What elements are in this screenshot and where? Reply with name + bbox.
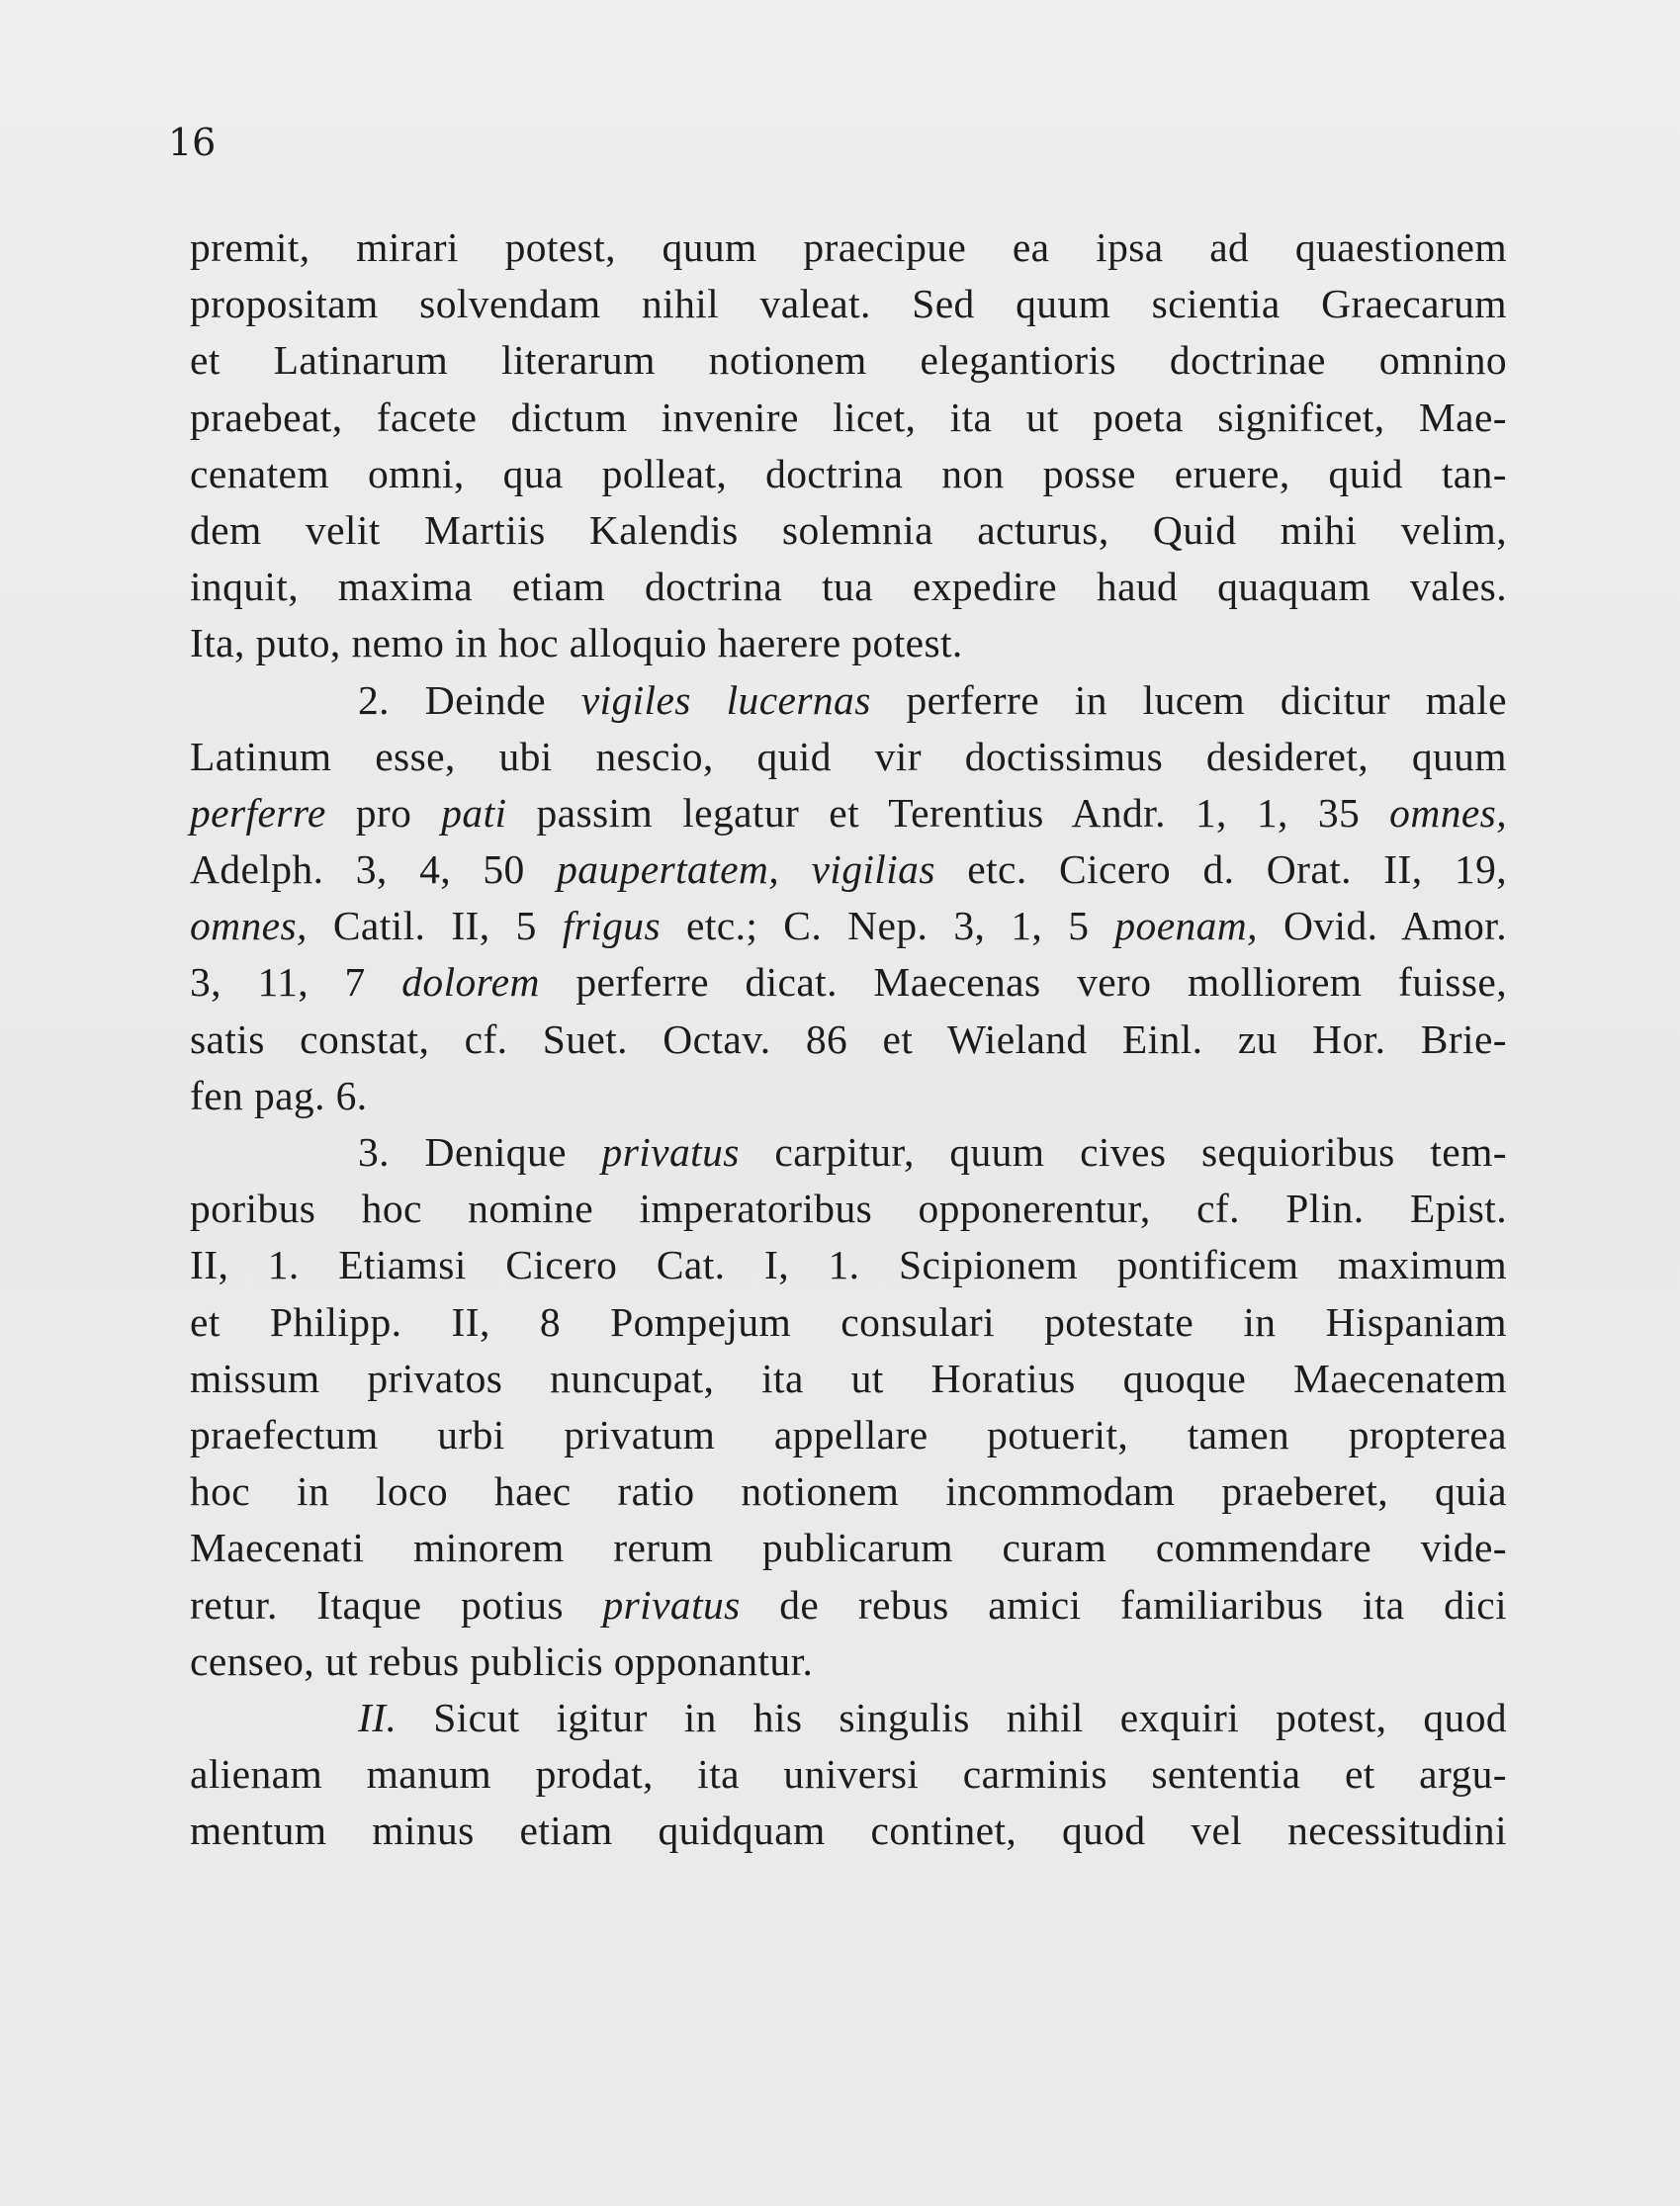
text-run: mentum minus etiam quidquam continet, quod vel necessitudini [190, 1808, 1507, 1854]
text-run: Adelph. 3, 4, 50 [190, 846, 558, 893]
text-run: censeo, ut rebus publicis opponantur. [190, 1637, 814, 1684]
text-run: perferre in lucem dicitur male [870, 676, 1507, 723]
text-run: cenatem omni, qua polleat, doctrina non posse eruere, quid tan- [190, 450, 1507, 496]
text-line [190, 1577, 1507, 1633]
text-run: praefectum urbi privatum appellare potuerit, tamen propterea [190, 1411, 1507, 1457]
text-run: poribus hoc nomine imperatoribus opponerentur, cf. Plin. Epist. [190, 1186, 1507, 1232]
text-run: et Philipp. II, 8 Pompejum consulari potestate in Hispaniam [190, 1298, 1507, 1345]
text-run: passim legatur et Terentius Andr. 1, 1, 35 [506, 789, 1390, 836]
text-line [190, 1294, 1507, 1351]
italic-text: vigiles lucernas [580, 676, 871, 723]
text-line [190, 1237, 1507, 1293]
italic-text: II. [358, 1694, 398, 1740]
italic-text: poenam, [1114, 903, 1258, 949]
text-line [190, 1181, 1507, 1237]
text-line [190, 220, 1507, 276]
text-line [190, 1068, 1507, 1124]
text-run: de rebus amici familiaribus ita dici [740, 1581, 1507, 1628]
text-line [190, 1012, 1507, 1068]
italic-text: privatus [602, 1581, 741, 1628]
text-line [190, 1520, 1507, 1576]
text-run: dem velit Martiis Kalendis solemnia acturus, Quid mihi velim, [190, 506, 1507, 553]
text-line [190, 390, 1507, 446]
text-run: hoc in loco haec ratio notionem incommodam praeberet, quia [190, 1468, 1507, 1515]
text-run: propositam solvendam nihil valeat. Sed quum scientia Graecarum [190, 281, 1507, 327]
page-number: 16 [168, 121, 217, 164]
text-run: Catil. II, 5 [307, 903, 563, 949]
italic-text: privatus [601, 1129, 740, 1175]
text-line [190, 1633, 1507, 1690]
italic-text: perferre [190, 789, 326, 836]
text-run: satis constat, cf. Suet. Octav. 86 et Wieland Einl. zu Hor. Brie- [190, 1015, 1507, 1062]
body-text [190, 220, 1507, 1859]
text-run: praebeat, facete dictum invenire licet, ita ut poeta significet, Mae- [190, 394, 1507, 440]
text-run: etc. Cicero d. Orat. II, 19, [934, 846, 1508, 893]
italic-text: dolorem [401, 959, 540, 1006]
text-line [190, 502, 1507, 559]
text-run: Maecenati minorem rerum publicarum curam commendare vide- [190, 1525, 1507, 1571]
text-run: carpitur, quum cives sequioribus tem- [739, 1129, 1507, 1175]
text-line [190, 446, 1507, 502]
text-line [190, 672, 1507, 729]
text-line [190, 1407, 1507, 1463]
text-run: pro [325, 789, 442, 836]
text-line [190, 615, 1507, 671]
text-run: etc.; C. Nep. 3, 1, 5 [661, 903, 1115, 949]
text-run: Ovid. Amor. [1257, 903, 1507, 949]
text-run: et Latinarum literarum notionem elegantioris doctrinae omnino [190, 337, 1507, 384]
text-run: perferre dicat. Maecenas vero molliorem fuisse, [539, 959, 1507, 1006]
text-line [190, 785, 1507, 841]
text-run: 2. Deinde [358, 676, 581, 723]
text-run: alienam manum prodat, ita universi carminis sententia et argu- [190, 1751, 1507, 1798]
text-run: Sicut igitur in his singulis nihil exquiri potest, quod [397, 1694, 1507, 1740]
text-line [190, 332, 1507, 389]
text-line [190, 841, 1507, 898]
italic-text: frigus [562, 903, 661, 949]
text-run: inquit, maxima etiam doctrina tua expedire haud quaquam vales. [190, 564, 1507, 610]
text-run: fen pag. 6. [190, 1072, 368, 1118]
text-run: premit, mirari potest, quum praecipue ea ipsa ad quaestionem [190, 224, 1507, 270]
text-run: missum privatos nuncupat, ita ut Horatius quoque Maecenatem [190, 1355, 1507, 1401]
text-line [190, 559, 1507, 615]
text-line [190, 1124, 1507, 1181]
text-run: Ita, puto, nemo in hoc alloquio haerere potest. [190, 620, 963, 666]
text-line [190, 1746, 1507, 1803]
text-run: Latinum esse, ubi nescio, quid vir doctissimus desideret, quum [190, 733, 1507, 779]
italic-text: pati [441, 789, 507, 836]
text-run: 3, 11, 7 [190, 959, 402, 1006]
text-line [190, 1351, 1507, 1407]
text-line [190, 276, 1507, 332]
text-run: II, 1. Etiamsi Cicero Cat. I, 1. Scipionem pontificem maximum [190, 1242, 1507, 1288]
text-line [190, 729, 1507, 785]
text-run: retur. Itaque potius [190, 1581, 603, 1628]
text-line [190, 1690, 1507, 1746]
italic-text: omnes, [190, 903, 308, 949]
text-line [190, 1803, 1507, 1859]
italic-text: paupertatem, vigilias [557, 846, 935, 893]
text-line [190, 898, 1507, 954]
italic-text: omnes, [1389, 789, 1507, 836]
text-line [190, 954, 1507, 1011]
text-line [190, 1463, 1507, 1520]
text-run: 3. Denique [358, 1129, 602, 1175]
